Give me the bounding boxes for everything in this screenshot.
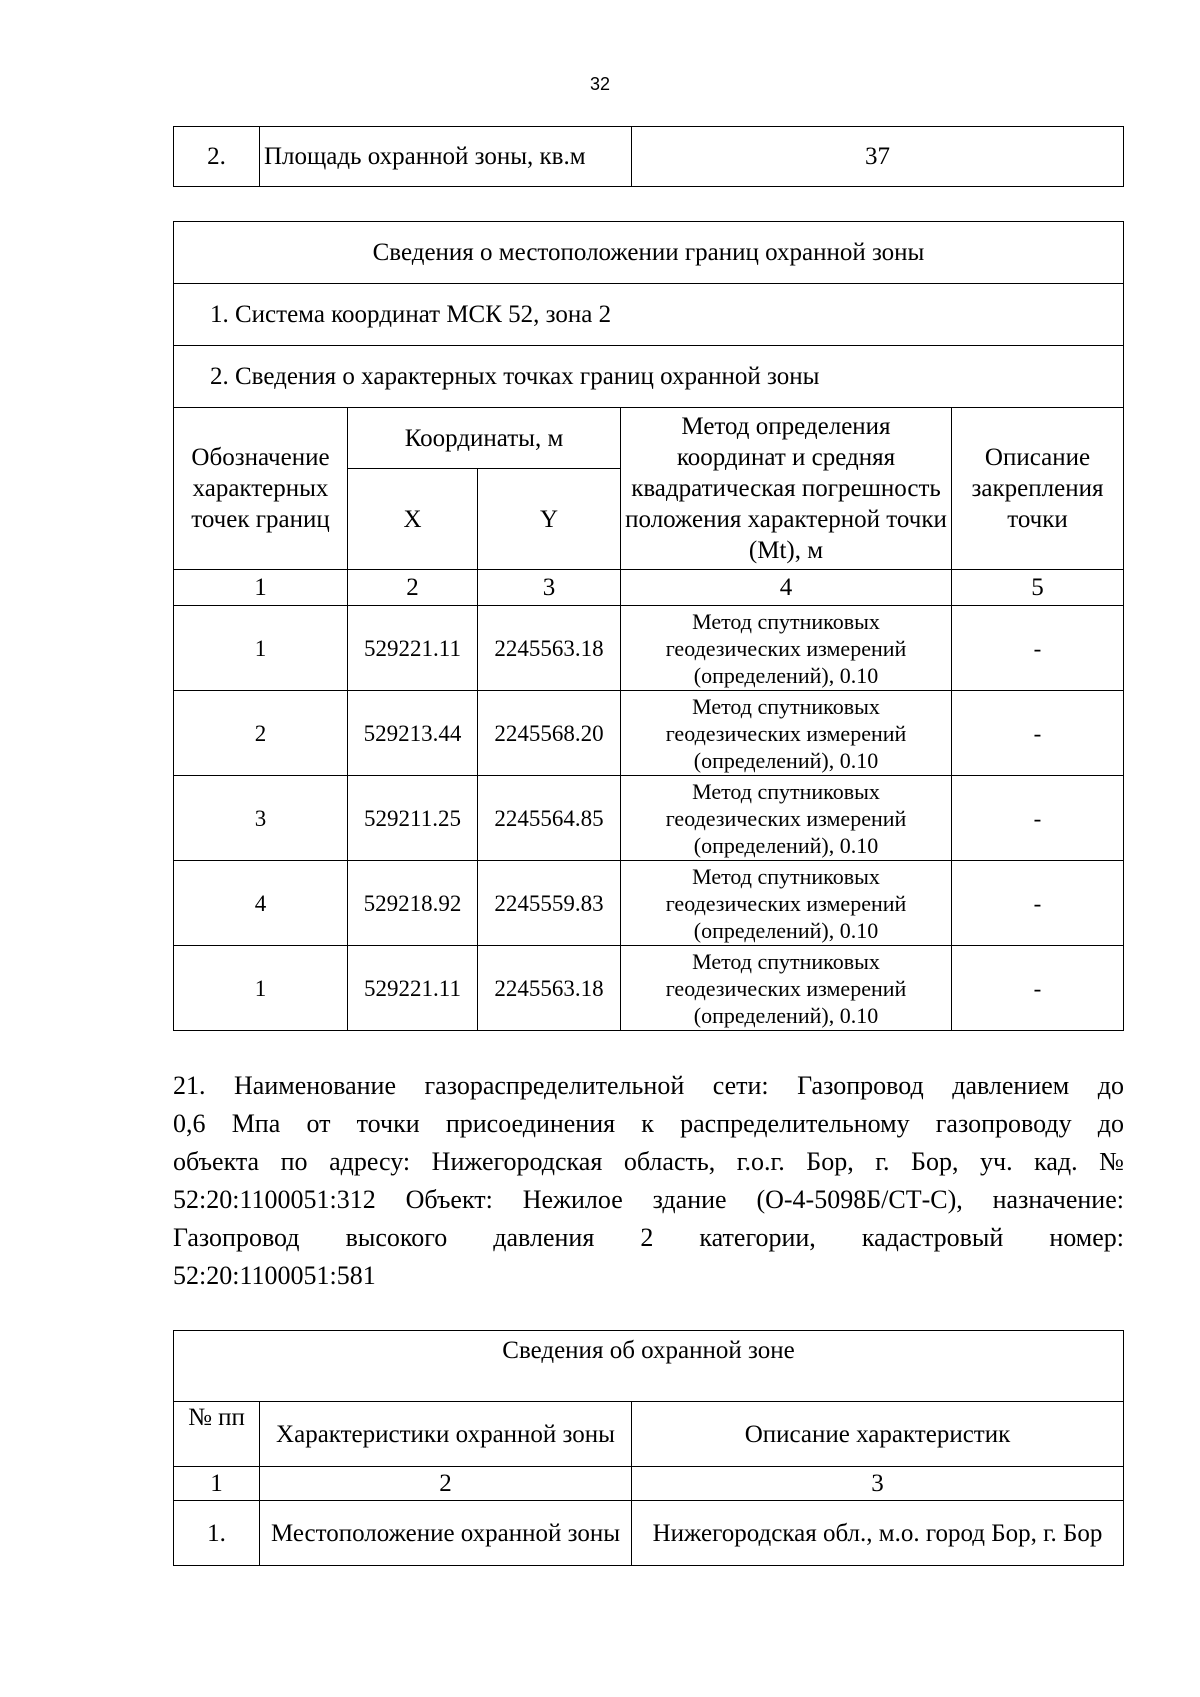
column-number: 3 [632,1467,1124,1501]
point-x: 529213.44 [348,691,478,776]
point-x: 529221.11 [348,946,478,1031]
table-row [174,222,1124,284]
table-row [174,691,1124,776]
page-number: 32 [589,74,611,94]
header-coordinates: Координаты, м [348,408,621,469]
paragraph-line: Газопровод высокого давления 2 категории, кадастровый номер: [173,1223,1124,1252]
point-method: Метод спутниковых геодезических измерений (определений), 0.10 [621,691,952,776]
table-row [174,946,1124,1031]
paragraph-line: 21. Наименование газораспределительной сети: Газопровод давлением до [173,1071,1124,1100]
point-x: 529221.11 [348,606,478,691]
header-x: X [348,469,478,570]
table-row [174,1501,1124,1566]
header-method: Метод определения координат и средняя квадратическая погрешность положения характерной точки (Mt), м [621,408,952,570]
point-y: 2245564.85 [478,776,621,861]
table-row [174,127,1124,187]
table-row [174,606,1124,691]
zone-row-number: 1. [174,1501,260,1566]
point-id: 2 [174,691,348,776]
column-number: 2 [260,1467,632,1501]
zone-row-characteristic: Местоположение охранной зоны [260,1501,632,1566]
area-row-label: Площадь охранной зоны, кв.м [260,127,632,187]
table-header-row [174,408,1124,469]
column-numbers-row [174,570,1124,606]
header-num: № пп [174,1402,260,1467]
boundaries-title: Сведения о местоположении границ охранной зоны [174,222,1124,284]
protection-zone-table [173,1330,1124,1566]
table-row [174,284,1124,346]
point-id: 1 [174,946,348,1031]
zone-row-description: Нижегородская обл., м.о. город Бор, г. Бор [632,1501,1124,1566]
point-description: - [952,691,1124,776]
paragraph-line: объекта по адресу: Нижегородская область, г.о.г. Бор, г. Бор, уч. кад. № [173,1147,1124,1176]
point-y: 2245563.18 [478,946,621,1031]
point-x: 529218.92 [348,861,478,946]
header-characteristics: Характеристики охранной зоны [260,1402,632,1467]
network-description-paragraph [173,1067,1124,1295]
point-y: 2245559.83 [478,861,621,946]
point-id: 3 [174,776,348,861]
point-method: Метод спутниковых геодезических измерений (определений), 0.10 [621,946,952,1031]
paragraph-line: 52:20:1100051:312 Объект: Нежилое здание (О-4-5098Б/СТ-С), назначение: [173,1185,1124,1214]
point-id: 4 [174,861,348,946]
column-number: 5 [952,570,1124,606]
column-number: 1 [174,570,348,606]
table-row [174,861,1124,946]
column-number: 1 [174,1467,260,1501]
point-y: 2245568.20 [478,691,621,776]
area-row-value: 37 [632,127,1124,187]
points-title: 2. Сведения о характерных точках границ охранной зоны [174,346,1124,408]
point-y: 2245563.18 [478,606,621,691]
column-number: 2 [348,570,478,606]
area-row-number: 2. [174,127,260,187]
point-method: Метод спутниковых геодезических измерений (определений), 0.10 [621,861,952,946]
table-row [174,1331,1124,1402]
point-description: - [952,861,1124,946]
table-row [174,346,1124,408]
paragraph-line: 52:20:1100051:581 [173,1261,376,1290]
point-id: 1 [174,606,348,691]
column-numbers-row [174,1467,1124,1501]
point-method: Метод спутниковых геодезических измерений (определений), 0.10 [621,776,952,861]
point-method: Метод спутниковых геодезических измерений (определений), 0.10 [621,606,952,691]
header-characteristics-description: Описание характеристик [632,1402,1124,1467]
table-header-row [174,1402,1124,1467]
header-y: Y [478,469,621,570]
table-row [174,776,1124,861]
point-description: - [952,606,1124,691]
header-designation: Обозначение характерных точек границ [174,408,348,570]
zone-title: Сведения об охранной зоне [174,1331,1124,1402]
column-number: 3 [478,570,621,606]
area-table [173,126,1124,187]
coordinate-system: 1. Система координат МСК 52, зона 2 [174,284,1124,346]
point-description: - [952,946,1124,1031]
paragraph-line: 0,6 Мпа от точки присоединения к распределительному газопроводу до [173,1109,1124,1138]
point-description: - [952,776,1124,861]
header-description: Описание закрепления точки [952,408,1124,570]
point-x: 529211.25 [348,776,478,861]
column-number: 4 [621,570,952,606]
boundary-coordinates-table [173,221,1124,1031]
